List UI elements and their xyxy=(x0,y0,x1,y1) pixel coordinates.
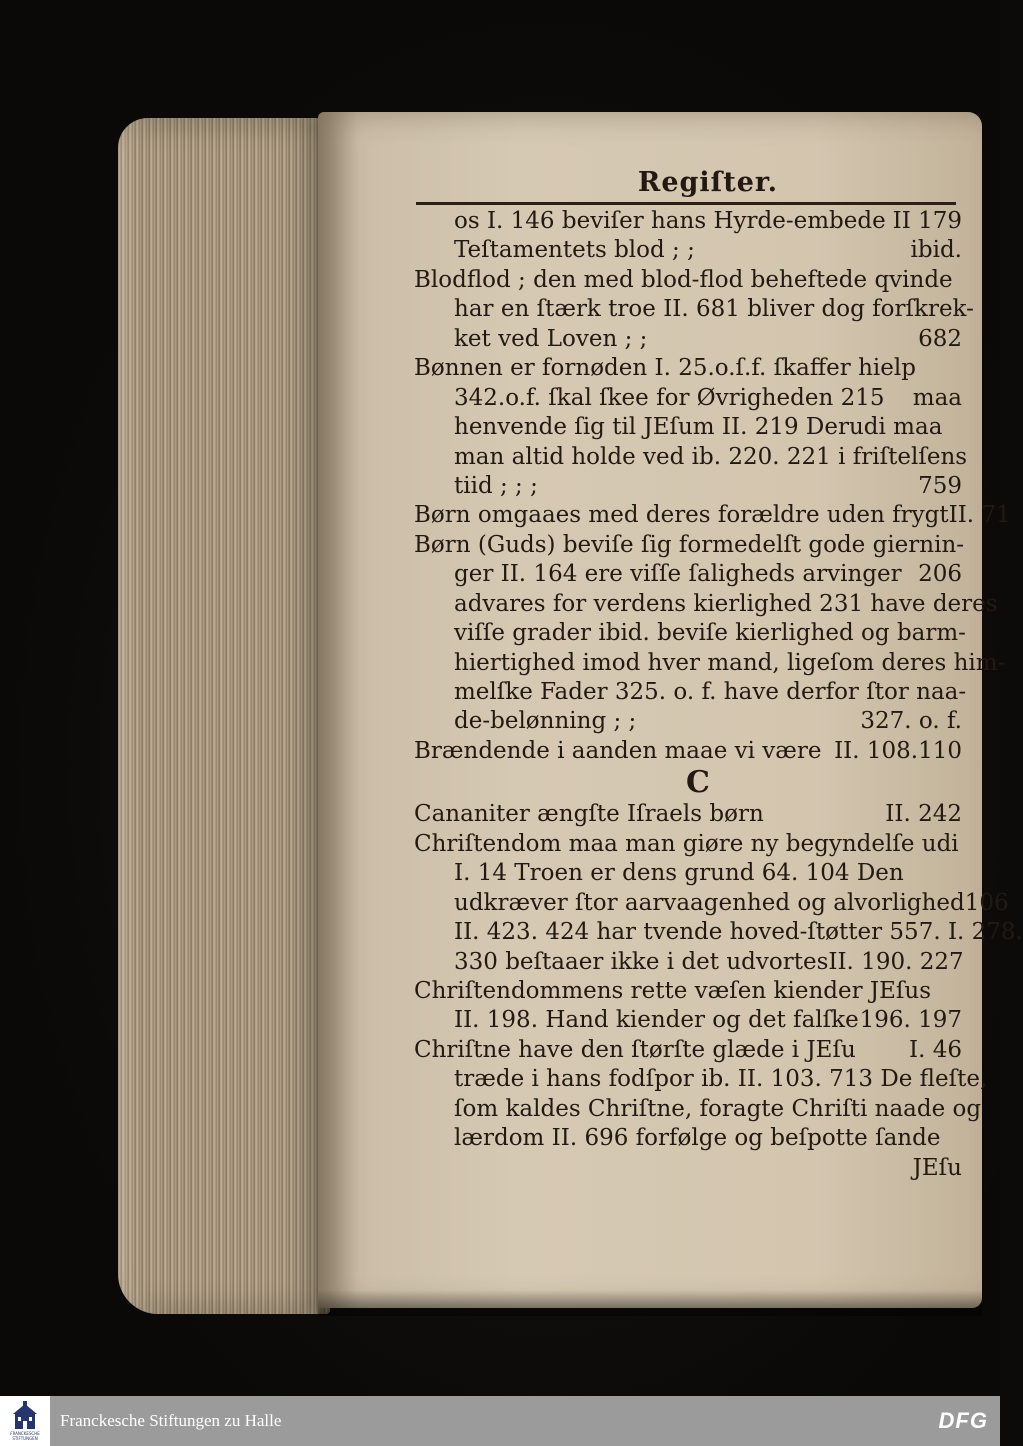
register-line-reference: 682 xyxy=(918,325,962,352)
register-line xyxy=(414,531,965,560)
register-line-reference: II 179 xyxy=(892,208,962,234)
register-line xyxy=(414,207,962,236)
register-line-text: har en ſtærk troe II. 681 bliver dog forſkrek- xyxy=(454,296,974,323)
register-line-text: 342.o.f. ſkal ſkee for Øvrigheden 215 xyxy=(454,384,885,411)
register-line xyxy=(414,1036,962,1065)
register-line-text: Børn (Guds) beviſe ſig formedelſt gode giernin- xyxy=(414,531,965,558)
viewer-footer-bar xyxy=(0,1396,1000,1446)
register-line-reference: II. 190. 227 xyxy=(828,948,964,975)
book-page-edges xyxy=(118,118,330,1314)
register-line xyxy=(414,800,962,829)
register-line-text: Chriſtne have den ſtørſte glæde i JEſu xyxy=(414,1036,856,1063)
institution-name[interactable]: Franckesche Stiftungen zu Halle xyxy=(60,1411,282,1430)
register-line-text: lærdom II. 696 forfølge og beſpotte ſande xyxy=(454,1125,941,1152)
register-line xyxy=(414,737,962,766)
register-line-text: advares for verdens kierlighed 231 have deres xyxy=(454,590,998,617)
register-line xyxy=(414,948,962,977)
register-line xyxy=(414,384,962,413)
logo-text-1: FRANCKESCHE xyxy=(10,1431,40,1436)
register-line-text: ger II. 164 ere viſſe ſaligheds arvinger xyxy=(454,561,902,588)
register-line-text: man altid holde ved ib. 220. 221 i friſtelſens xyxy=(454,443,968,470)
register-line xyxy=(414,1124,962,1153)
register-line xyxy=(414,707,962,736)
register-line xyxy=(414,443,968,472)
register-line-text: Chriſtendommens rette væſen kiender JEſus xyxy=(414,977,932,1004)
franckesche-logo[interactable] xyxy=(0,1396,50,1446)
register-line-reference: 327. o. f. xyxy=(860,708,962,735)
register-line-text: I. 14 Troen er dens grund 64. 104 Den xyxy=(454,860,904,887)
register-line xyxy=(414,413,962,442)
register-line xyxy=(414,977,962,1006)
register-line-text: 330 beſtaaer ikke i det udvortes xyxy=(454,948,829,975)
register-line-text: os I. 146 beviſer hans Hyrde-embede xyxy=(454,208,886,234)
section-letter: C xyxy=(686,765,710,801)
register-line-text: ket ved Loven ; ; xyxy=(454,325,648,352)
register-line-text: viſſe grader ibid. beviſe kierlighed og barm- xyxy=(454,620,966,647)
register-line-text: træde i hans fodſpor ib. II. 103. 713 De fleſte, xyxy=(454,1066,988,1093)
dfg-logo[interactable]: DFG xyxy=(938,1408,988,1433)
register-line-reference: II. 108.110 xyxy=(834,737,962,764)
register-line xyxy=(414,619,966,648)
register-line xyxy=(414,1006,962,1035)
register-line xyxy=(414,649,1006,678)
register-line-reference: JEſu xyxy=(912,1154,962,1181)
register-line xyxy=(414,325,962,354)
register-line-text: tiid ; ; ; xyxy=(454,472,538,499)
register-line xyxy=(414,560,962,589)
register-entries-b xyxy=(414,207,1011,766)
register-line-reference: 759 xyxy=(918,472,962,499)
register-line-reference: ibid. xyxy=(910,237,962,264)
register-line-reference: I. 46 xyxy=(909,1036,962,1063)
register-line-text: II. 423. 424 har tvende hoved-ſtøtter 557. I. 278. xyxy=(454,919,1023,946)
register-line xyxy=(414,830,962,859)
register-line xyxy=(414,295,974,324)
register-line-text: Bønnen er fornøden I. 25.o.ſ.f. ſkaffer hielp xyxy=(414,355,916,382)
register-line xyxy=(414,1154,962,1183)
logo-text-2: STIFTUNGEN xyxy=(12,1436,38,1441)
register-line xyxy=(414,678,967,707)
register-line xyxy=(414,472,962,501)
register-line-text: henvende ſig til JEſum II. 219 Derudi maa xyxy=(454,414,943,441)
register-line-text: Chriſtendom maa man giøre ny begyndelſe udi xyxy=(414,830,959,857)
register-line-text: hiertighed imod hver mand, ligeſom deres him- xyxy=(454,649,1006,676)
register-line-text: melſke Fader 325. o. f. have derfor ſtor naa- xyxy=(454,679,967,705)
page-header: Regiſter. xyxy=(637,167,779,198)
register-line-text: udkræver ſtor aarvaagenhed og alvorlighed xyxy=(454,889,965,916)
register-line-text: de-belønning ; ; xyxy=(454,708,637,735)
register-line xyxy=(414,590,998,619)
register-line-text: Teſtamentets blod ; ; xyxy=(454,237,695,264)
register-line-text: ſom kaldes Chriſtne, foragte Chriſti naade og xyxy=(454,1095,982,1122)
register-line-text: II. 198. Hand kiender og det falſke xyxy=(454,1007,859,1034)
register-line-reference: 206 xyxy=(918,561,962,588)
register-line-reference: maa xyxy=(912,384,962,411)
register-line xyxy=(414,501,1011,530)
register-line-text: Brændende i aanden maae vi være xyxy=(414,737,822,764)
register-line xyxy=(414,1095,982,1124)
register-line-reference: 106 xyxy=(964,889,1009,916)
register-entries-c xyxy=(414,800,1023,1183)
register-line-reference: 196. 197 xyxy=(859,1007,962,1034)
orphanage-building-icon xyxy=(12,1401,38,1431)
register-line xyxy=(414,1065,988,1094)
register-line-reference: II. 242 xyxy=(885,801,962,828)
register-line xyxy=(414,354,962,383)
register-line xyxy=(414,889,1009,918)
page-bottom-shadow xyxy=(318,1290,982,1316)
register-line-text: Blodflod ; den med blod-flod beheftede qvinde xyxy=(414,266,953,293)
register-line xyxy=(414,236,962,265)
register-line xyxy=(414,859,962,888)
register-line xyxy=(414,266,962,295)
register-line xyxy=(414,918,1023,947)
header-rule xyxy=(416,202,956,205)
register-line-reference: II. 71 xyxy=(948,502,1011,529)
register-line-text: Børn omgaaes med deres forældre uden frygt xyxy=(414,502,949,529)
register-line-text: Cananiter ængſte Iſraels børn xyxy=(414,801,764,828)
register-text-block xyxy=(414,166,1023,1183)
